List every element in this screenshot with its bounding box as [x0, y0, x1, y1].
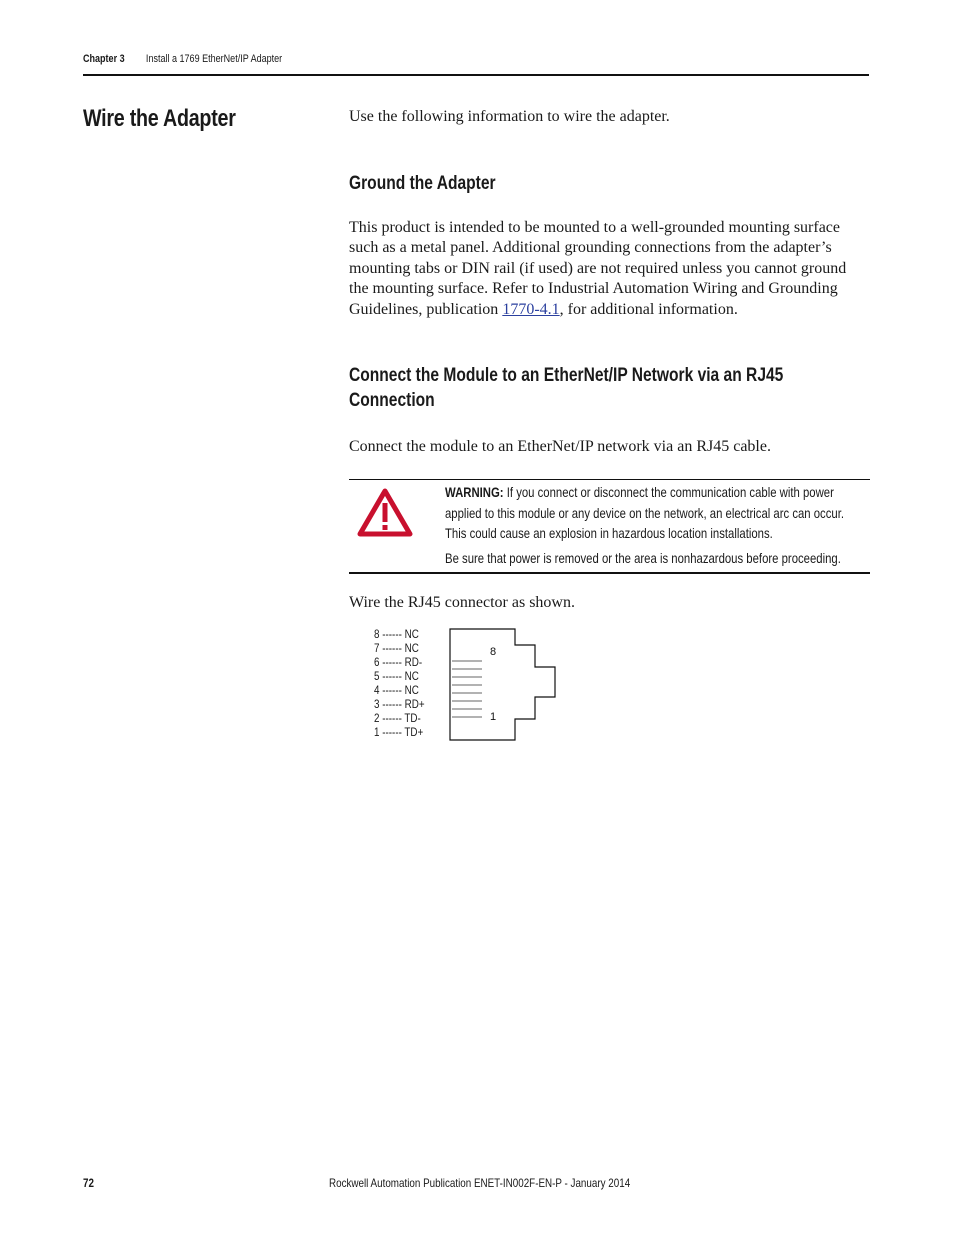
warning-text	[445, 482, 862, 568]
warning-bottom-rule	[349, 572, 870, 574]
ground-text: This product is intended to be mounted to a well-grounded mounting surface such as a metal panel. Additional grounding connections from the adapter’s mounting tabs or DIN rail (if used) are not required unless you cannot ground the mounting surface. Refer to Industrial Automation Wiring and Grounding Guidelines, publication	[349, 219, 847, 318]
ground-heading: Ground the Adapter	[349, 173, 496, 194]
header-rule	[83, 74, 869, 76]
connector-top-label: 8	[490, 646, 497, 658]
ground-paragraph	[349, 218, 859, 320]
section-title: Wire the Adapter	[83, 105, 236, 132]
pinout-list	[374, 627, 425, 739]
pin-row: 2 ------ TD-	[374, 711, 421, 725]
wire-paragraph: Wire the RJ45 connector as shown.	[349, 594, 575, 611]
rj45-connector-diagram	[440, 625, 560, 745]
publication-footer: Rockwell Automation Publication ENET-IN002F-EN-P - January 2014	[329, 1176, 631, 1190]
pin-row: 5 ------ NC	[374, 669, 419, 683]
pin-row: 8 ------ NC	[374, 627, 419, 641]
connect-paragraph: Connect the module to an EtherNet/IP network via an RJ45 cable.	[349, 438, 771, 455]
pin-row: 6 ------ RD-	[374, 655, 423, 669]
chapter-title: Install a 1769 EtherNet/IP Adapter	[145, 53, 283, 65]
pin-row: 3 ------ RD+	[374, 697, 425, 711]
pin-row: 4 ------ NC	[374, 683, 419, 697]
warning-instruction: Be sure that power is removed or the area is nonhazardous before proceeding.	[445, 549, 841, 566]
connect-heading-line1: Connect the Module to an EtherNet/IP Network via an RJ45	[349, 365, 784, 386]
pin-row: 1 ------ TD+	[374, 725, 424, 739]
section-intro: Use the following information to wire the adapter.	[349, 108, 670, 125]
warning-label: WARNING:	[445, 484, 504, 500]
connect-heading	[349, 363, 783, 413]
connector-bottom-label: 1	[490, 711, 497, 723]
pin-row: 7 ------ NC	[374, 641, 419, 655]
connect-heading-line2: Connection	[349, 390, 435, 411]
page-number: 72	[83, 1176, 94, 1190]
warning-triangle-icon	[357, 488, 413, 538]
chapter-label: Chapter 3	[83, 53, 125, 65]
publication-link[interactable]: 1770-4.1	[502, 300, 560, 318]
connector-outline	[450, 629, 555, 740]
warning-top-rule	[349, 479, 870, 480]
ground-text-end: , for additional information.	[559, 300, 738, 318]
running-header	[83, 53, 282, 65]
warning-body: If you connect or disconnect the communication cable with power applied to this module or any device on the network, an electrical arc can occur. This could cause an explosion in hazardous location installations.	[445, 484, 845, 542]
connector-contacts	[452, 661, 482, 717]
